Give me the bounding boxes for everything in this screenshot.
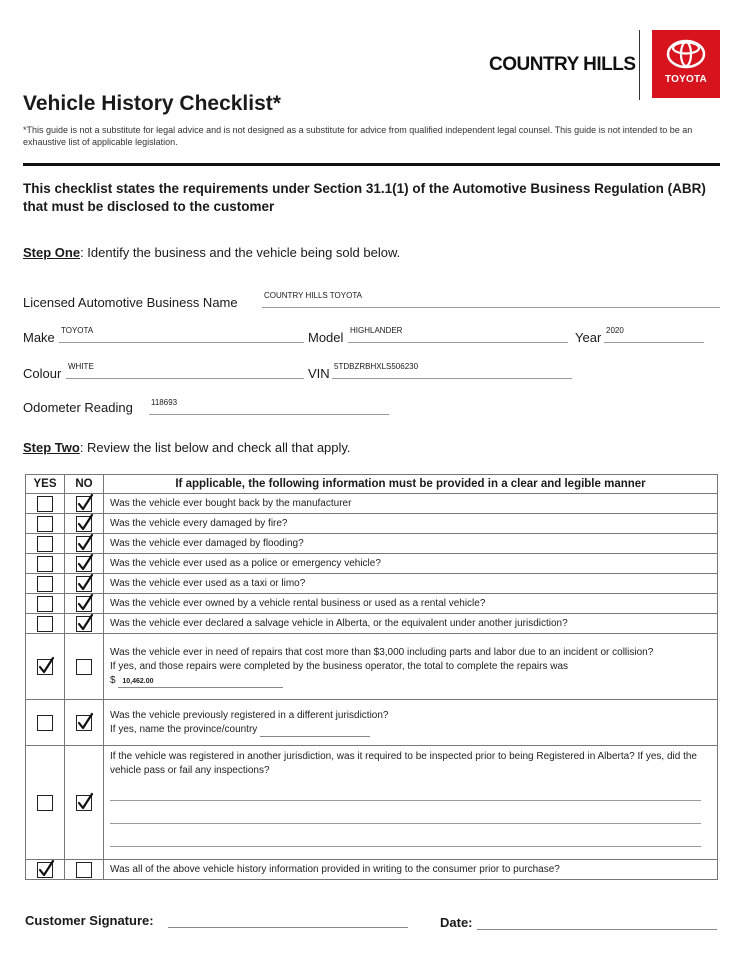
no-checkbox[interactable] — [76, 715, 92, 731]
question-cell — [104, 746, 718, 860]
yes-cell — [26, 594, 65, 614]
jurisdiction-question: Was the vehicle previously registered in a different jurisdiction? — [110, 709, 389, 721]
table-row — [26, 574, 718, 594]
checkmark-icon — [76, 553, 94, 573]
date-field[interactable] — [477, 929, 717, 930]
odometer-field[interactable] — [149, 400, 389, 415]
no-checkbox[interactable] — [76, 496, 92, 512]
yes-checkbox[interactable] — [37, 576, 53, 592]
odometer-value: 118693 — [151, 398, 178, 407]
question-cell — [104, 534, 718, 554]
business-name-field[interactable] — [262, 293, 720, 308]
question-text: Was the vehicle ever declared a salvage vehicle in Alberta, or the equivalent under another jurisdiction? — [110, 617, 568, 629]
question-cell — [104, 634, 718, 700]
no-cell — [65, 594, 104, 614]
inspection-answer-line-1[interactable] — [110, 778, 701, 801]
no-cell — [65, 494, 104, 514]
writing-question: Was all of the above vehicle history information provided in writing to the consumer prior to purchase? — [110, 863, 560, 875]
no-checkbox[interactable] — [76, 536, 92, 552]
checkmark-icon — [76, 613, 94, 633]
page-title: Vehicle History Checklist* — [23, 92, 281, 115]
make-value: TOYOTA — [61, 326, 94, 335]
yes-cell — [26, 700, 65, 746]
repairs-followup: If yes, and those repairs were completed by the business operator, the total to complete the repairs was — [110, 660, 569, 672]
checkmark-icon — [76, 493, 94, 513]
intro-statement: This checklist states the requirements under Section 31.1(1) of the Automotive Business Regulation (ABR) that must be disclosed to the customer — [23, 181, 706, 214]
vin-label: VIN — [308, 366, 330, 381]
no-checkbox[interactable] — [76, 616, 92, 632]
province-country-field[interactable] — [260, 725, 370, 737]
no-cell — [65, 700, 104, 746]
question-text: Was the vehicle every damaged by fire? — [110, 517, 288, 529]
checkmark-icon — [76, 573, 94, 593]
history-checklist-table — [25, 474, 718, 880]
step-two-text: : Review the list below and check all that apply. — [79, 440, 351, 455]
yes-checkbox[interactable] — [37, 862, 53, 878]
header-divider — [639, 30, 640, 100]
yes-checkbox[interactable] — [37, 715, 53, 731]
repairs-question: Was the vehicle ever in need of repairs that cost more than $3,000 including parts and labor due to an incident or collision? — [110, 646, 654, 658]
table-row-inspection — [26, 746, 718, 860]
no-cell — [65, 554, 104, 574]
year-value: 2020 — [606, 326, 624, 335]
question-cell — [104, 860, 718, 880]
question-text: Was the vehicle ever owned by a vehicle rental business or used as a rental vehicle? — [110, 597, 486, 609]
checkmark-icon — [76, 593, 94, 613]
yes-cell — [26, 746, 65, 860]
checkmark-icon — [37, 656, 55, 676]
yes-checkbox[interactable] — [37, 536, 53, 552]
logo-text: TOYOTA — [665, 74, 707, 85]
question-text: Was the vehicle ever damaged by flooding? — [110, 537, 304, 549]
vin-field[interactable] — [332, 364, 572, 379]
yes-checkbox[interactable] — [37, 556, 53, 572]
table-row — [26, 554, 718, 574]
no-checkbox[interactable] — [76, 862, 92, 878]
yes-cell — [26, 574, 65, 594]
no-cell — [65, 614, 104, 634]
signature-field[interactable] — [168, 927, 408, 928]
no-cell — [65, 514, 104, 534]
table-row — [26, 614, 718, 634]
no-cell — [65, 634, 104, 700]
question-cell — [104, 574, 718, 594]
inspection-question: If the vehicle was registered in another jurisdiction, was it required to be inspected prior to being Registered in Alberta? If yes, did the vehicle pass or fail any inspections? — [110, 751, 697, 776]
year-field[interactable] — [604, 328, 704, 343]
disclaimer: *This guide is not a substitute for legal advice and is not designed as a substitute for advice from qualified independent legal counsel. This guide is not intended to be an exhaustive list of applicable legislation. — [23, 125, 693, 147]
yes-checkbox[interactable] — [37, 795, 53, 811]
divider-rule — [23, 163, 720, 166]
table-row-jurisdiction — [26, 700, 718, 746]
no-checkbox[interactable] — [76, 659, 92, 675]
yes-checkbox[interactable] — [37, 496, 53, 512]
col-info-header: If applicable, the following information must be provided in a clear and legible manner — [104, 475, 718, 494]
model-label: Model — [308, 330, 344, 345]
inspection-answer-line-2[interactable] — [110, 801, 701, 824]
checkmark-icon — [76, 513, 94, 533]
colour-field[interactable] — [66, 364, 304, 379]
no-checkbox[interactable] — [76, 556, 92, 572]
table-row — [26, 594, 718, 614]
vin-value: 5TDBZRBHXLS506230 — [334, 362, 419, 371]
yes-cell — [26, 860, 65, 880]
checkmark-icon — [76, 533, 94, 553]
make-label: Make — [23, 330, 55, 345]
checkmark-icon — [76, 792, 94, 812]
col-no-header: NO — [65, 475, 104, 494]
currency-symbol: $ — [110, 674, 116, 686]
yes-cell — [26, 534, 65, 554]
no-cell — [65, 746, 104, 860]
dealer-name: COUNTRY HILLS — [489, 54, 636, 75]
model-value: HIGHLANDER — [350, 326, 403, 335]
question-cell — [104, 494, 718, 514]
yes-cell — [26, 514, 65, 534]
question-cell — [104, 554, 718, 574]
yes-checkbox[interactable] — [37, 616, 53, 632]
business-name-label: Licensed Automotive Business Name — [23, 295, 238, 310]
step-one-text: : Identify the business and the vehicle being sold below. — [80, 245, 401, 260]
yes-cell — [26, 634, 65, 700]
yes-cell — [26, 554, 65, 574]
step-two — [23, 440, 351, 455]
table-row-repairs — [26, 634, 718, 700]
question-text: Was the vehicle ever bought back by the manufacturer — [110, 497, 352, 509]
question-text: Was the vehicle ever used as a taxi or limo? — [110, 577, 306, 589]
yes-cell — [26, 494, 65, 514]
date-label: Date: — [440, 915, 473, 930]
yes-checkbox[interactable] — [37, 659, 53, 675]
table-row — [26, 514, 718, 534]
table-row-writing — [26, 860, 718, 880]
question-cell — [104, 594, 718, 614]
no-checkbox[interactable] — [76, 596, 92, 612]
question-cell — [104, 700, 718, 746]
no-cell — [65, 534, 104, 554]
step-one-label: Step One — [23, 245, 81, 260]
colour-value: WHITE — [68, 362, 94, 371]
signature-label: Customer Signature: — [25, 913, 154, 928]
checkmark-icon — [76, 712, 94, 732]
no-checkbox[interactable] — [76, 795, 92, 811]
business-name-value: COUNTRY HILLS TOYOTA — [264, 291, 362, 300]
jurisdiction-followup: If yes, name the province/country — [110, 723, 258, 735]
question-cell — [104, 514, 718, 534]
col-yes-header: YES — [26, 475, 65, 494]
step-one — [23, 245, 400, 260]
year-label: Year — [575, 330, 602, 345]
toyota-logo — [652, 30, 720, 98]
no-checkbox[interactable] — [76, 576, 92, 592]
table-header-row — [26, 475, 718, 494]
question-text: Was the vehicle ever used as a police or emergency vehicle? — [110, 557, 381, 569]
yes-cell — [26, 614, 65, 634]
repairs-amount-value: 10,462.00 — [122, 677, 154, 685]
no-checkbox[interactable] — [76, 516, 92, 532]
table-row — [26, 494, 718, 514]
model-field[interactable] — [348, 328, 568, 343]
no-cell — [65, 574, 104, 594]
odometer-label: Odometer Reading — [23, 400, 133, 415]
repairs-amount-field[interactable] — [118, 676, 283, 688]
question-cell — [104, 614, 718, 634]
checkmark-icon — [37, 859, 55, 879]
table-row — [26, 534, 718, 554]
colour-label: Colour — [23, 366, 62, 381]
toyota-emblem-icon — [666, 38, 706, 70]
yes-checkbox[interactable] — [37, 596, 53, 612]
yes-checkbox[interactable] — [37, 516, 53, 532]
step-two-label: Step Two — [23, 440, 80, 455]
no-cell — [65, 860, 104, 880]
inspection-answer-line-3[interactable] — [110, 824, 701, 847]
make-field[interactable] — [59, 328, 304, 343]
